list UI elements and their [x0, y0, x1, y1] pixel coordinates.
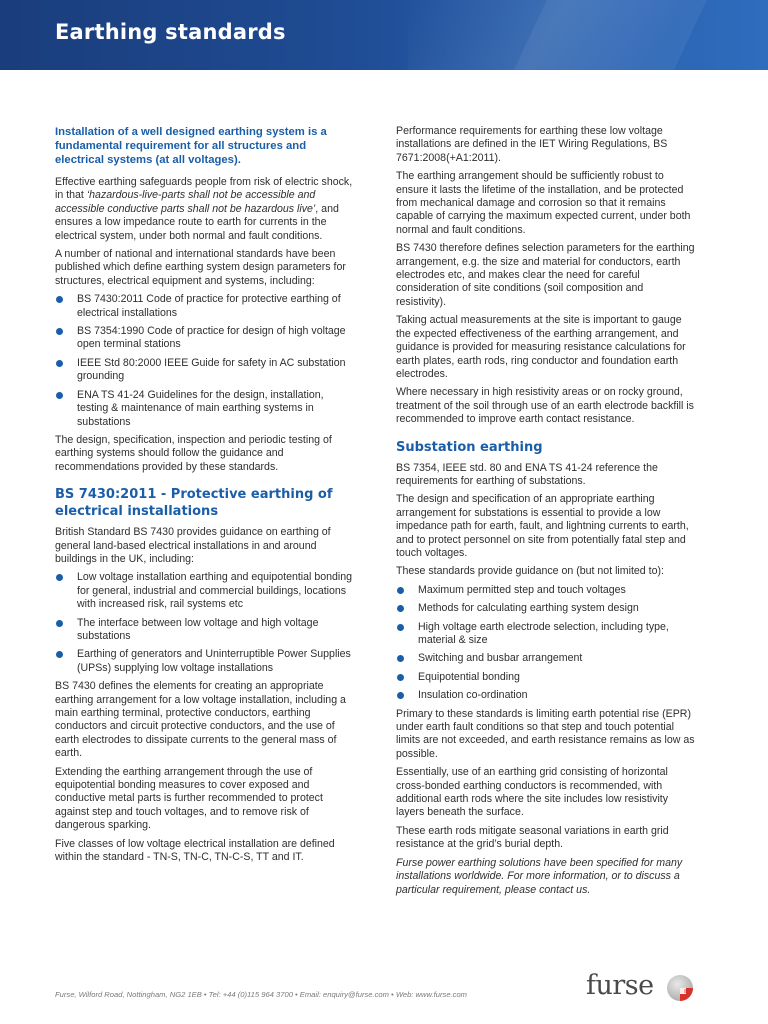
paragraph-text: , and ensures a low impedance route to earth for currents in the electrical system, under both normal and fault conditions. — [55, 202, 339, 242]
list-item-text: Earthing of generators and Uninterruptible Power Supplies (UPSs) supplying low voltage installations — [77, 648, 351, 674]
list-item — [396, 621, 696, 648]
paragraph-grid: Essentially, use of an earthing grid consisting of horizontal cross-bonded earthing conductors is recommended, with additional earth rods where the site includes low resistivity layers beneath the surface. — [396, 766, 669, 819]
bullet-icon — [397, 655, 404, 662]
paragraph-selection: BS 7430 therefore defines selection parameters for the earthing arrangement, e.g. the size and material for conductors, earth electrodes etc, and makes clear the need for careful consideration of site conditions (soil composition and resistivity). — [396, 242, 695, 308]
list-item-text: BS 7430:2011 Code of practice for protective earthing of electrical installations — [77, 293, 341, 319]
furse-logo — [586, 970, 706, 1006]
bullet-icon — [397, 674, 404, 681]
logo-wordmark: furse — [586, 970, 654, 1001]
list-item — [55, 571, 355, 611]
footer-contact: Furse, Wilford Road, Nottingham, NG2 1EB • Tel: +44 (0)115 964 3700 • Email: enquiry@furse.com • Web: www.furse.com — [55, 990, 468, 999]
paragraph-elements: BS 7430 defines the elements for creating an appropriate earthing arrangement for a low voltage installation, including a main earthing terminal, protective conductors, earthing conductors and circuit protective conductors, and the use of earth electrodes to dissipate currents to the general mass of earth. — [55, 680, 346, 760]
paragraph-robust: The earthing arrangement should be sufficiently robust to ensure it lasts the lifetime of the installation, and be protected from mechanical damage and corrosion so that it remains capable of carrying the maximum expected current, under both normal and fault conditions. — [396, 170, 691, 236]
page-header — [0, 0, 768, 70]
section-heading-bs7430: BS 7430:2011 - Protective earthing of electrical installations — [55, 487, 333, 520]
guidance-list — [396, 584, 696, 703]
left-column — [55, 125, 355, 869]
list-item-text: IEEE Std 80:2000 IEEE Guide for safety in AC substation grounding — [77, 356, 346, 383]
list-item-text: ENA TS 41-24 Guidelines for the design, installation, testing & maintenance of main earthing systems in substations — [77, 388, 324, 428]
right-column — [396, 125, 696, 902]
list-item — [396, 602, 696, 615]
paragraph-epr: Primary to these standards is limiting earth potential rise (EPR) under earth fault conditions so that step and touch potential limits are not exceeded, and earth resistance remains as low as possible. — [396, 707, 695, 760]
bullet-icon — [397, 624, 404, 631]
logo-globe-icon — [666, 974, 694, 1002]
paragraph-substation-refs: BS 7354, IEEE std. 80 and ENA TS 41-24 reference the requirements for earthing of substations. — [396, 461, 658, 487]
intro-statement: Installation of a well designed earthing system is a fundamental requirement for all structures and electrical systems (at all voltages). — [55, 126, 327, 166]
paragraph-backfill: Where necessary in high resistivity areas or on rocky ground, treatment of the soil through use of an earth electrode backfill is recommended to improve earth contact resistance. — [396, 386, 694, 426]
bullet-icon — [397, 605, 404, 612]
list-item-text: Methods for calculating earthing system design — [418, 602, 639, 615]
bullet-icon — [56, 620, 63, 627]
bullet-icon — [56, 392, 63, 399]
list-item-text: Insulation co-ordination — [418, 689, 528, 702]
bs7430-list — [55, 571, 355, 675]
bullet-icon — [56, 574, 63, 581]
list-item — [396, 671, 696, 684]
list-item — [55, 389, 355, 429]
list-item-text: The interface between low voltage and high voltage substations — [77, 616, 319, 642]
paragraph-classes: Five classes of low voltage electrical installation are defined within the standard - TN-S, TN-C, TN-C-S, TT and IT. — [55, 837, 335, 864]
paragraph-standards: A number of national and international standards have been published which define earthing system design parameters for structures, electrical equipment and systems, including: — [55, 248, 346, 287]
quoted-text: ‘hazardous-live-parts shall not be accessible and accessible conductive parts shall not be hazardous live’ — [55, 189, 316, 215]
list-item-text: Equipotential bonding — [418, 670, 520, 683]
paragraph-rods: These earth rods mitigate seasonal variations in earth grid resistance at the grid’s burial depth. — [396, 824, 669, 851]
paragraph-substation-design: The design and specification of an appropriate earthing arrangement for substations is essential to provide a low impedance path for earth, fault, and lightning currents to earth, and to protect personnel on site from potentially fatal step and touch voltages. — [396, 493, 689, 559]
list-item — [55, 357, 355, 384]
list-item — [55, 648, 355, 675]
paragraph-guidance: These standards provide guidance on (but not limited to): — [396, 565, 664, 578]
paragraph-measurements: Taking actual measurements at the site is important to gauge the expected effectiveness of the earthing arrangement, and guidance is provided for measuring resistance calculations for earth plates, earth rods, ring conductor and foundation earth electrodes. — [396, 314, 686, 380]
closing-statement: Furse power earthing solutions have been specified for many installations worldwide. For more information, or to discuss a particular requirement, please contact us. — [396, 856, 683, 896]
list-item — [396, 584, 696, 597]
list-item — [55, 617, 355, 644]
bullet-icon — [397, 692, 404, 699]
paragraph-bonding: Extending the earthing arrangement through the use of equipotential bonding measures to cover exposed and conductive metal parts is further recommended to protect against step and touch voltages, and to remove risk of dangerous sparking. — [55, 765, 323, 832]
standards-list — [55, 293, 355, 429]
paragraph-bs7430: British Standard BS 7430 provides guidance on earthing of general land-based electrical installations in and around buildings in the UK, including: — [55, 526, 331, 565]
list-item-text: BS 7354:1990 Code of practice for design of high voltage open terminal stations — [77, 325, 346, 351]
page-title: Earthing standards — [55, 20, 286, 44]
paragraph-text: Effective earthing safeguards people from risk of electric shock, in that — [55, 176, 353, 202]
section-heading-substation: Substation earthing — [396, 439, 543, 455]
list-item — [396, 652, 696, 665]
paragraph-design: The design, specification, inspection and periodic testing of earthing systems should follow the guidance and recommendations provided by these standards. — [55, 433, 332, 473]
bullet-icon — [56, 651, 63, 658]
bullet-icon — [56, 296, 63, 303]
list-item-text: Maximum permitted step and touch voltages — [418, 583, 626, 596]
paragraph-performance: Performance requirements for earthing these low voltage installations are defined in the IET Wiring Regulations, BS 7671:2008(+A1:2011). — [396, 125, 668, 164]
bullet-icon — [56, 328, 63, 335]
paragraph-safeguards — [55, 176, 355, 243]
list-item — [55, 293, 355, 320]
list-item-text: High voltage earth electrode selection, including type, material & size — [418, 620, 669, 646]
bullet-icon — [397, 587, 404, 594]
list-item — [396, 689, 696, 702]
list-item-text: Switching and busbar arrangement — [418, 652, 583, 665]
list-item-text: Low voltage installation earthing and equipotential bonding for general, industrial and commercial buildings, locations with increased risk, rail systems etc — [77, 571, 353, 611]
bullet-icon — [56, 360, 63, 367]
list-item — [55, 325, 355, 352]
